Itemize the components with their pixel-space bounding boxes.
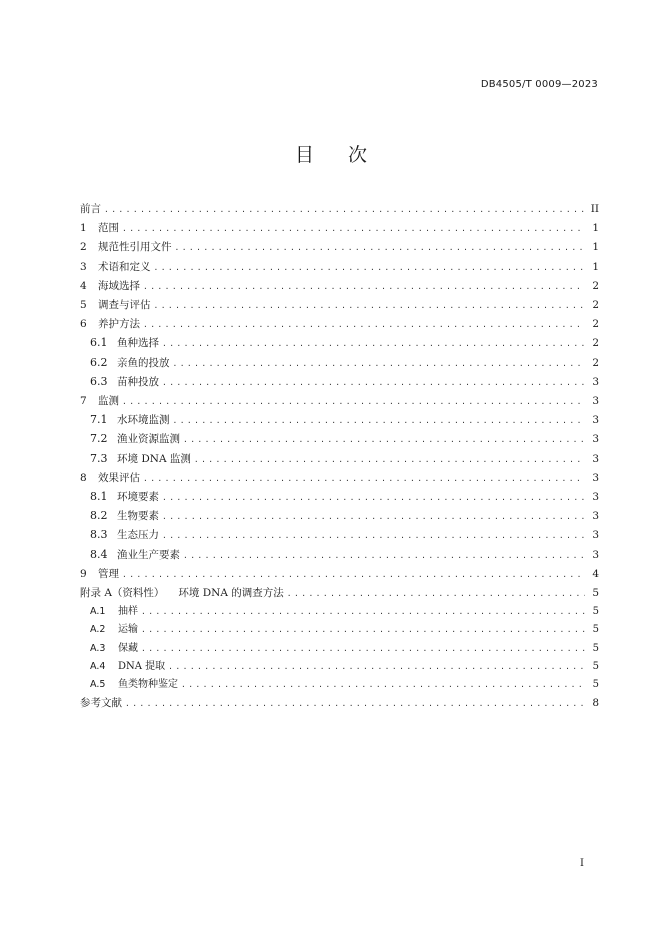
toc-entry-label: 养护方法: [98, 318, 140, 331]
toc-leader-dots: [141, 640, 585, 658]
toc-entry-number: A.4: [90, 660, 106, 672]
toc-entry-page: II: [590, 203, 599, 215]
toc-entry-number: 6: [80, 318, 87, 331]
toc-leader-dots: [162, 527, 585, 545]
toc-leader-dots: [173, 355, 586, 373]
toc-entry-number: A.1: [90, 606, 106, 618]
toc-entry-page: 3: [592, 510, 599, 523]
toc-entry[interactable]: [80, 676, 599, 694]
toc-entry-label: 监测: [98, 395, 119, 408]
toc-entry-label: 管理: [98, 567, 119, 580]
toc-entry-label: 范围: [98, 222, 119, 235]
toc-entry-page: 1: [592, 241, 599, 254]
toc-entry-label: 参考文献: [80, 697, 122, 710]
toc-leader-dots: [125, 695, 585, 713]
toc-leader-dots: [183, 431, 585, 449]
toc-entry[interactable]: [80, 315, 599, 334]
toc-entry-number: 8.2: [90, 509, 108, 523]
toc-entry-label: 前言: [80, 203, 101, 215]
toc-entry-page: 2: [592, 318, 599, 331]
toc-entry[interactable]: [80, 488, 599, 507]
toc-entry[interactable]: [80, 621, 599, 639]
toc-entry-page: 3: [592, 491, 599, 504]
table-of-contents: [80, 200, 599, 713]
toc-entry-number: 9: [80, 567, 87, 580]
toc-entry[interactable]: [80, 334, 599, 353]
toc-entry-page: 3: [592, 433, 599, 446]
toc-entry[interactable]: [80, 546, 599, 565]
toc-entry-page: 5: [592, 587, 599, 600]
toc-entry-number: 7.1: [90, 413, 108, 427]
document-code: DB4505/T 0009—2023: [480, 79, 598, 90]
toc-entry[interactable]: [80, 507, 599, 526]
toc-entry-number: 8.4: [90, 547, 108, 561]
toc-leader-dots: [143, 278, 585, 296]
toc-entry-page: 3: [592, 395, 599, 408]
toc-entry-page: 4: [592, 567, 599, 580]
toc-entry[interactable]: [80, 603, 599, 621]
toc-entry[interactable]: [80, 694, 599, 713]
toc-entry[interactable]: [80, 258, 599, 277]
toc-entry-number: 3: [80, 260, 87, 273]
toc-title: 目次: [294, 144, 401, 166]
toc-entry-label: 调查与评估: [98, 299, 151, 312]
toc-entry-page: 3: [592, 414, 599, 427]
toc-leader-dots: [122, 393, 585, 411]
toc-entry-number: 2: [80, 241, 87, 254]
toc-entry-number: A.3: [90, 642, 106, 654]
toc-entry-page: 1: [592, 260, 599, 273]
toc-entry-page: 8: [592, 697, 599, 710]
toc-entry-label: 术语和定义: [98, 260, 151, 273]
toc-entry-page: 2: [592, 299, 599, 312]
toc-entry-label: 鱼类物种鉴定: [118, 679, 178, 691]
toc-entry-number: 8.1: [90, 490, 108, 504]
toc-entry-label: 水环境监测: [117, 414, 170, 427]
toc-entry-page: 5: [592, 679, 599, 691]
toc-entry-number: 1: [80, 222, 87, 235]
toc-entry-page: 5: [592, 624, 599, 636]
toc-entry-number: A.5: [90, 679, 106, 691]
toc-entry-number: 6.2: [90, 355, 108, 369]
toc-entry-page: 1: [592, 222, 599, 235]
toc-entry-number: A.2: [90, 624, 106, 636]
toc-entry[interactable]: [80, 469, 599, 488]
toc-entry-page: 2: [592, 279, 599, 292]
toc-entry-page: 3: [592, 471, 599, 484]
toc-leader-dots: [122, 566, 585, 584]
toc-entry-page: 2: [592, 337, 599, 350]
toc-leader-dots: [162, 489, 585, 507]
toc-entry-number: 7.2: [90, 432, 108, 446]
toc-entry-page: 5: [592, 606, 599, 618]
toc-entry-label: 环境 DNA 的调查方法: [178, 587, 284, 600]
toc-leader-dots: [154, 259, 586, 277]
toc-entry-number: 5: [80, 299, 87, 312]
page-number: I: [580, 858, 584, 869]
toc-entry[interactable]: [80, 392, 599, 411]
toc-entry-label: DNA 提取: [118, 660, 166, 672]
toc-entry-page: 5: [592, 642, 599, 654]
toc-entry-number: 8: [80, 471, 87, 484]
toc-entry-label: 苗种投放: [117, 375, 159, 388]
toc-entry[interactable]: [80, 526, 599, 545]
toc-entry[interactable]: [80, 411, 599, 430]
toc-entry-label: 鱼种选择: [117, 337, 159, 350]
toc-entry-number: 6.1: [90, 336, 108, 350]
toc-entry-label: 保藏: [118, 642, 138, 654]
toc-leader-dots: [175, 239, 586, 257]
toc-entry[interactable]: [80, 640, 599, 658]
toc-leader-dots: [143, 470, 585, 488]
toc-entry-label: 抽样: [118, 606, 138, 618]
toc-entry-label: 渔业资源监测: [117, 433, 180, 446]
toc-entry-page: 5: [592, 660, 599, 672]
toc-entry[interactable]: [80, 565, 599, 584]
toc-entry[interactable]: [80, 450, 599, 469]
toc-leader-dots: [162, 508, 585, 526]
toc-entry-label: 规范性引用文件: [98, 241, 172, 254]
toc-entry[interactable]: [80, 354, 599, 373]
toc-entry-label: 亲鱼的投放: [117, 356, 170, 369]
toc-entry-label: 效果评估: [98, 471, 140, 484]
toc-entry-page: 2: [592, 356, 599, 369]
toc-entry-label: 渔业生产要素: [117, 548, 180, 561]
toc-leader-dots: [173, 412, 586, 430]
toc-entry-number: 8.3: [90, 528, 108, 542]
toc-entry-page: 3: [592, 375, 599, 388]
toc-leader-dots: [122, 220, 585, 238]
toc-entry-label: 运输: [118, 624, 138, 636]
toc-leader-dots: [287, 585, 585, 603]
toc-leader-dots: [162, 374, 585, 392]
toc-entry-page: 3: [592, 529, 599, 542]
toc-entry-page: 3: [592, 452, 599, 465]
toc-entry[interactable]: [80, 584, 599, 603]
toc-entry-label: 环境 DNA 监测: [117, 452, 191, 465]
toc-entry-label: 生物要素: [117, 510, 159, 523]
toc-entry[interactable]: [80, 200, 599, 219]
toc-entry[interactable]: [80, 238, 599, 257]
toc-leader-dots: [168, 658, 585, 676]
toc-entry-number: 7.3: [90, 451, 108, 465]
toc-leader-dots: [181, 676, 585, 694]
toc-entry[interactable]: [80, 219, 599, 238]
toc-entry[interactable]: [80, 430, 599, 449]
toc-leader-dots: [162, 335, 585, 353]
toc-leader-dots: [154, 297, 586, 315]
toc-entry-number: 4: [80, 279, 87, 292]
toc-leader-dots: [143, 316, 585, 334]
toc-leader-dots: [194, 451, 585, 469]
toc-entry-label: 环境要素: [117, 491, 159, 504]
toc-entry-label: 生态压力: [117, 529, 159, 542]
toc-entry-page: 3: [592, 548, 599, 561]
toc-entry-label: 海域选择: [98, 279, 140, 292]
toc-leader-dots: [104, 201, 585, 219]
toc-entry[interactable]: [80, 658, 599, 676]
toc-entry[interactable]: [80, 296, 599, 315]
toc-leader-dots: [141, 621, 585, 639]
toc-entry-number: 7: [80, 395, 87, 408]
toc-entry-number: 附录 A（资料性）: [80, 587, 165, 600]
toc-leader-dots: [183, 547, 585, 565]
toc-entry[interactable]: [80, 277, 599, 296]
toc-entry-number: 6.3: [90, 374, 108, 388]
toc-leader-dots: [141, 603, 585, 621]
toc-entry[interactable]: [80, 373, 599, 392]
